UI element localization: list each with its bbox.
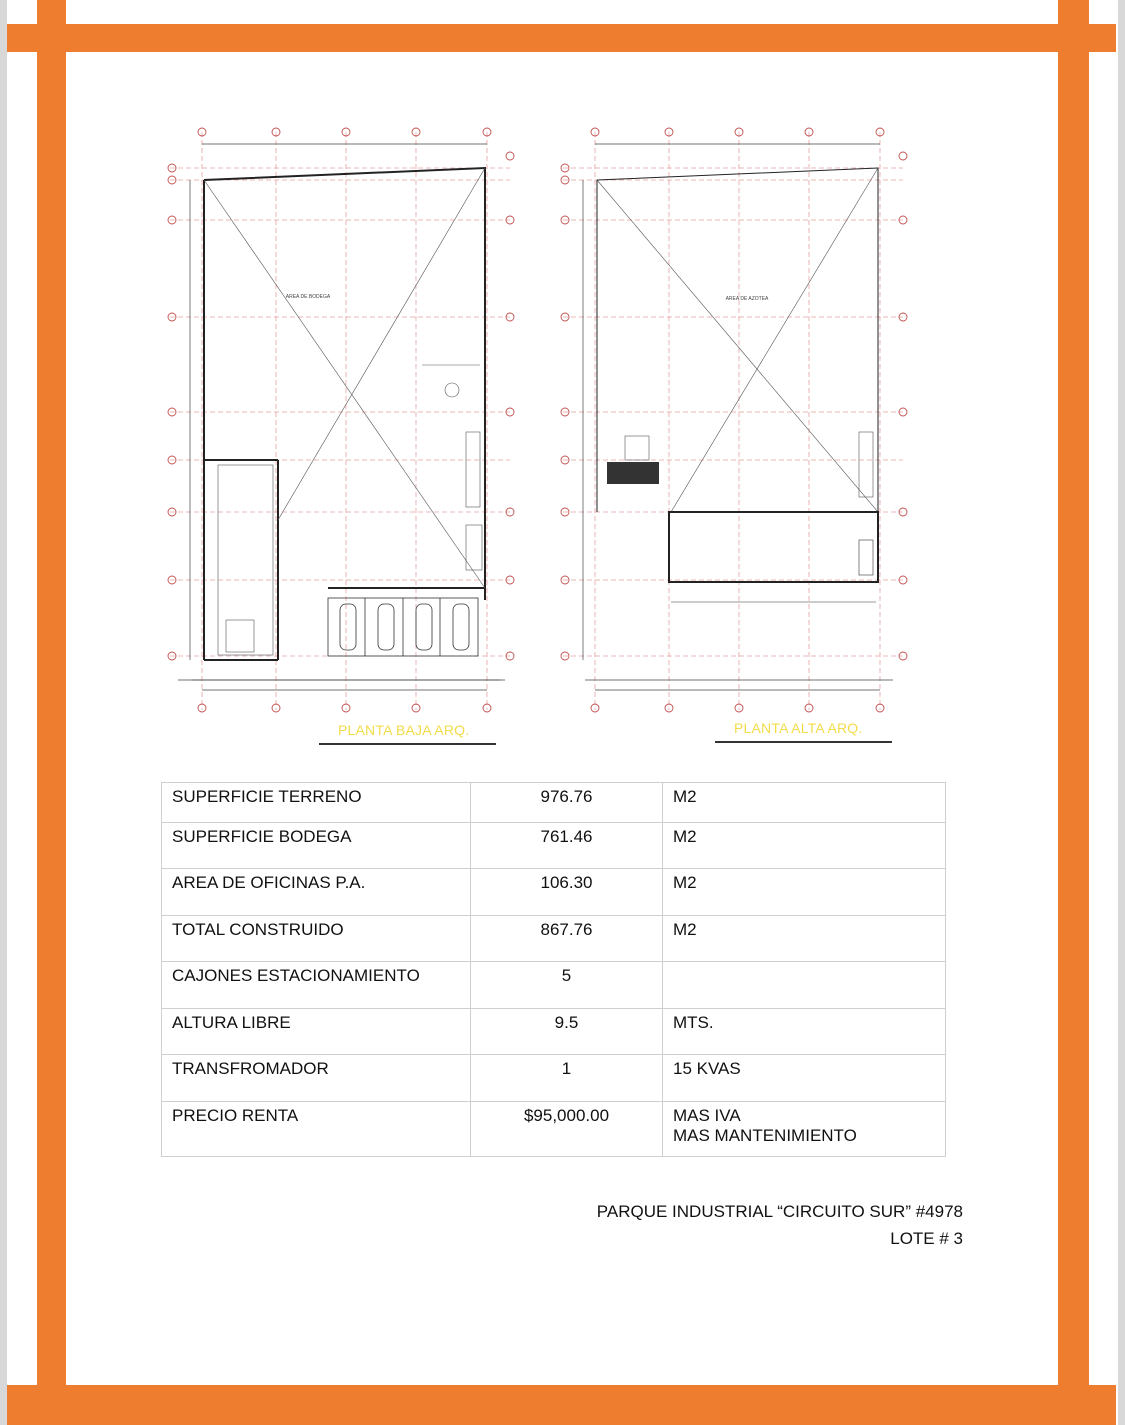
plan-upper-title: PLANTA ALTA ARQ. [734, 720, 863, 736]
specs-row-transformador [162, 1055, 946, 1102]
spec-unit: M2 [663, 869, 946, 916]
specs-row-superficie-bodega [162, 823, 946, 869]
specs-row-cajones [162, 962, 946, 1009]
frame-left-bar [37, 0, 66, 1425]
spec-value: 976.76 [471, 783, 663, 823]
spec-label: ALTURA LIBRE [162, 1009, 471, 1055]
footer-block [597, 1198, 963, 1252]
spec-label: SUPERFICIE BODEGA [162, 823, 471, 869]
spec-unit: M2 [663, 783, 946, 823]
frame-right-bar [1058, 0, 1089, 1425]
spec-value: 1 [471, 1055, 663, 1102]
plan-ground-floor [160, 120, 530, 720]
page-edge-left [0, 0, 7, 1425]
spec-value: 867.76 [471, 916, 663, 962]
spec-value: 9.5 [471, 1009, 663, 1055]
specs-row-precio-renta [162, 1102, 946, 1157]
specs-row-superficie-terreno [162, 783, 946, 823]
plan-ground-title: PLANTA BAJA ARQ. [338, 722, 470, 738]
spec-value: 761.46 [471, 823, 663, 869]
plan-upper-floor [553, 120, 923, 720]
spec-unit: 15 KVAS [663, 1055, 946, 1102]
page-edge-right [1118, 0, 1125, 1425]
frame-top-bar [7, 24, 1116, 52]
spec-unit: M2 [663, 916, 946, 962]
plan-ground-room-label: AREA DE BODEGA [285, 294, 331, 300]
spec-label: PRECIO RENTA [162, 1102, 471, 1157]
spec-label: TOTAL CONSTRUIDO [162, 916, 471, 962]
spec-label: SUPERFICIE TERRENO [162, 783, 471, 823]
spec-unit: MTS. [663, 1009, 946, 1055]
plan-ground-underline [319, 743, 496, 745]
specs-row-total-construido [162, 916, 946, 962]
spec-unit [663, 962, 946, 1009]
spec-label: AREA DE OFICINAS P.A. [162, 869, 471, 916]
footer-lot: LOTE # 3 [890, 1229, 963, 1248]
specs-table [161, 782, 946, 1157]
spec-label: TRANSFROMADOR [162, 1055, 471, 1102]
specs-row-altura-libre [162, 1009, 946, 1055]
plan-upper-room-label: AREA DE AZOTEA [725, 296, 769, 302]
spec-label: CAJONES ESTACIONAMIENTO [162, 962, 471, 1009]
spec-value: $95,000.00 [471, 1102, 663, 1157]
spec-value: 5 [471, 962, 663, 1009]
frame-bottom-bar [7, 1385, 1116, 1425]
spec-unit: MAS IVA [673, 1106, 741, 1125]
spec-unit: M2 [663, 823, 946, 869]
spec-unit-secondary: MAS MANTENIMIENTO [673, 1126, 857, 1145]
specs-row-area-oficinas [162, 869, 946, 916]
spec-value: 106.30 [471, 869, 663, 916]
spec-unit-cell [663, 1102, 946, 1157]
footer-park-name: PARQUE INDUSTRIAL “CIRCUITO SUR” #4978 [596, 1202, 963, 1221]
plan-upper-underline [715, 741, 892, 743]
